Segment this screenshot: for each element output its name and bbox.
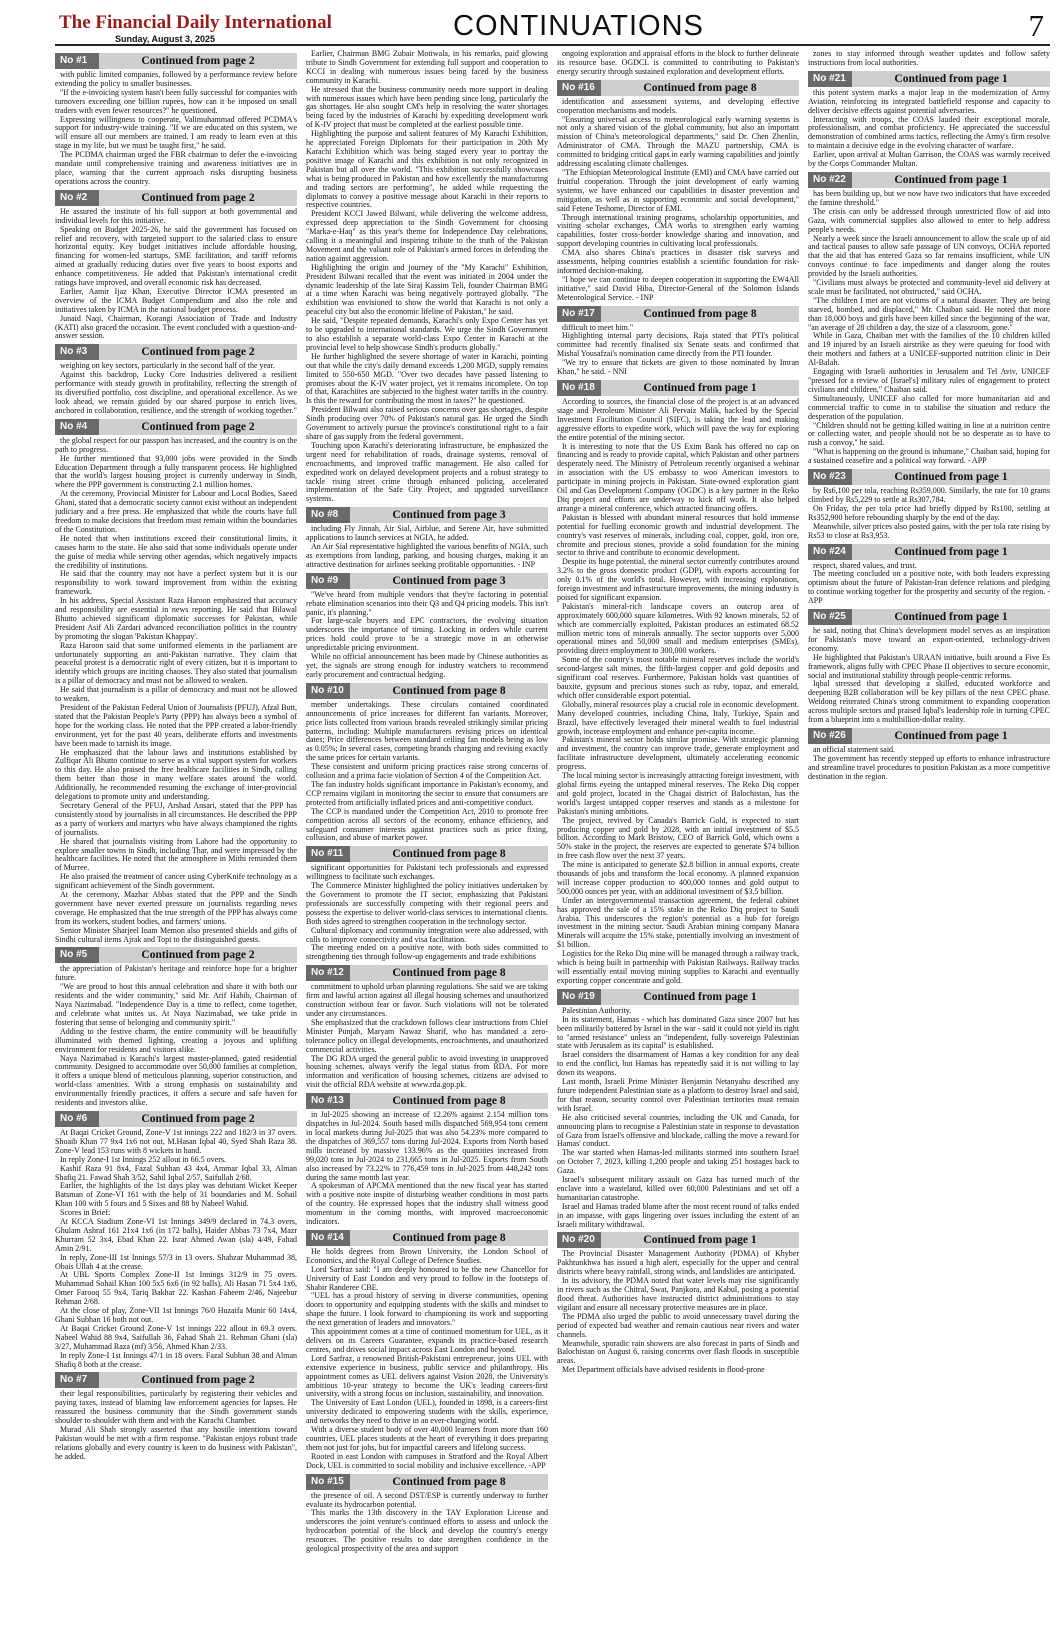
paragraph: Against this backdrop, Lucky Core Industries delivered a resilient performance with steady growth in profitability, reflecting the strength of its diversified portfolio, cost discipline, and operational excellence. As we look ahead, we remain guided by our shared purpose to enrich lives, anchored in collaboration, resilience, and the strength of working together." [55,370,297,415]
paragraph: He further mentioned that 93,000 jobs were provided in the Sindh Education Department through a fully transparent process. He highlighted that the world's largest housing project is currently underway in Sindh, where the PPP government is constructing 2.1 million homes. [55,453,297,490]
story-heading-bar [557,306,799,322]
paragraph: by Rs6,100 per tola, reaching Rs359,000. Similarly, the rate for 10 grams climbed by Rs5,229 to settle at Rs307,784. [808,486,1050,504]
continued-from-label: Continued from page 2 [141,191,255,204]
paragraph: Secretary General of the PFUJ, Arshad Ansari, stated that the PPP has consistently stood by journalists in all circumstances. He described the PPP as a party of workers and martyrs who have always championed the rights of journalists. [55,800,297,837]
paragraph: he said, noting that China's development model serves as an inspiration for Pakistan's move toward an export-oriented, technology-driven economy. [808,626,1050,653]
paragraph: While no official announcement has been made by Chinese authorities as yet, the signals are strong enough for industry watchers to recommend early procurement and contractual hedging. [306,652,548,679]
story-body [306,983,548,1090]
continued-from-label: Continued from page 2 [141,346,255,359]
story [306,1230,548,1471]
story [55,1372,297,1461]
paragraph: He said that the country may not have a perfect system but it is our responsibility to work toward improvement from within the existing framework. [55,569,297,597]
continued-from-label: Continued from page 8 [392,1475,506,1488]
story [808,71,1050,169]
paragraph: difficult to meet him." [562,322,634,332]
story-number-tag: No #8 [306,507,350,523]
story-body [306,591,548,680]
paragraph: Junaid Naqi, Chairman, Korangi Association of Trade and Industry (KATI) also graced the occasion. The event concluded with a question-and-answer session. [55,313,297,341]
story-heading-bar [808,609,1050,625]
story [306,1474,548,1554]
paragraph: zones to stay informed through weather updates and follow safety instructions from local authorities. [808,50,1050,67]
paragraph: Lord Sarfraz, a renowned British-Pakistani entrepreneur, joins UEL with extensive experience in business, public service and philanthropy. His appointment comes as UEL delivers against Vision 2028, the University's ambitious 10-year strategy to become the UK's leading careers-first university, with a strong focus on inclusion, sustainability, and innovation. [306,1353,548,1399]
story-heading-bar [557,80,799,96]
paragraph: Earlier, the highlights of the 1st days play was debutant Wicket Keeper Batsman of Zone-VI 161 with the help of 31 boundaries and M. Sohail Khan 100 with 5 fours and 5 Sixes and 88 by Nabeel Wahid. [55,1181,297,1209]
paragraph: this potent system marks a major leap in the modernization of Army Aviation, reinforcing its integrated battlefield response and capacity to deliver decisive effects against potential adversaries. [808,87,1050,115]
story-number-tag: No #2 [55,190,99,206]
story [55,190,297,342]
column-3 [557,50,799,1644]
paragraph: Kashif Raza 91 8x4, Fazal Subhan 43 4x4, Ammar Iqbal 33, Alman Shafiq 21. Fawad Shah 3/52, Sahil Iqbal 2/57, Saifullah 2/68. [55,1163,297,1182]
story-heading-bar [55,419,297,435]
story-heading-bar [808,469,1050,485]
story-number-tag: No #4 [55,419,99,435]
story [557,80,799,303]
story [808,728,1050,782]
story-body [55,71,297,187]
story [306,683,548,844]
paragraph: At KCCA Stadium Zone-VI 1st Innings 349/9 declared in 74.3 overs, Ghulam Ashraf 161 21x4 1x6 (in 172 balls), Haider Abbas 73 7x4, Mazr Khurram 52 3x4, Ebad Khan 22. Israr Ahmed Awan (sla) 4/49, Fahad Amin 2/91. [55,1217,297,1253]
paragraph: "UEL has a proud history of serving in diverse communities, opening doors to opportunity and equipping students with the skills and mindset to shape the future. I look forward to championing its work and supporting the next generation of leaders and innovators." [306,1291,548,1328]
story-body [306,1111,548,1227]
story-body [557,98,799,303]
section-title: CONTINUATIONS [453,10,704,42]
story [808,609,1050,725]
paragraph: With a diverse student body of over 40,000 learners from more than 160 countries, UEL places students at the heart of everything it does preparing them not just for jobs, but for impactful careers and lifelong success. [306,1425,548,1452]
paragraph: an official statement said. [813,745,896,754]
paragraph: Pakistan's mineral sector holds similar promise. With strategic planning and investment, the country can improve trade, generate employment and facilitate infrastructure development, ultimately accelerating economic progress. [557,735,799,772]
paragraph: In reply, Zone-III 1st Innings 57/3 in 13 overs. Shahzar Muhammad 38, Obais Ullah 4 at the crease. [55,1252,297,1271]
paragraph: At the ceremony, Provincial Minister for Labour and Local Bodies, Saeed Ghani, stated that a democratic society cannot exist without an independent judiciary and a free press. He emphasized that while the courts have full freedom to make decisions that freedom must remain within the boundaries of the Constitution. [55,489,297,534]
paragraph: For large-scale buyers and EPC contractors, the evolving situation underscores the importance of timing. Locking in orders while current prices hold could prove to be a strategic move in an otherwise unpredictable pricing environment. [306,616,548,653]
story-heading-bar [306,507,548,523]
paragraph: The crisis can only be addressed through unrestricted flow of aid into Gaza, with commercial supplies also allowed to enter to help address people's needs. [808,206,1050,234]
paragraph: On Friday, the per tola price had briefly dipped by Rs100, settling at Rs352,900 before rebounding sharply by the end of the day. [808,503,1050,522]
story-heading-bar [306,1474,548,1490]
paragraph: In its advisory, the PDMA noted that water levels may rise significantly in rivers such as the Chitral, Swat, Panjkora, and Kabul, posing a potential flood threat. Authorities have instructed district administrations to stay vigilant and ensure all necessary protective measures are in place. [557,1276,799,1312]
story-heading-bar [55,190,297,206]
paragraph: "We've heard from multiple vendors that they're factoring in potential rebate elimination scenarios into their Q3 and Q4 pricing models. This isn't panic, it's planning." [306,589,548,617]
continued-from-label: Continued from page 1 [643,382,757,394]
paragraph: Israel and Hamas traded blame after the most recent round of talks ended in an impasse, with gaps lingering over issues including the extent of an Israeli military withdrawal. [557,1201,799,1229]
paragraph: Naya Nazimabad is Karachi's largest master-planned, gated residential community. Designed to accommodate over 50,000 families at completion, it offers a unique blend of meticulous planning, superior construction, and world-class amenities. With a strong emphasis on sustainability and environmentally friendly practices, it offers a secure and safe haven for residents and investors alike. [55,1053,297,1108]
story [557,380,799,986]
story-body [306,525,548,570]
story-number-tag: No #12 [306,965,350,981]
paragraph: "Civilians must always be protected and community-level aid delivery at scale must be facilitated, not obstructed," said OCHA. [808,278,1050,296]
paragraph: Adding to the festive charm, the entire community will be beautifully illuminated with themed lighting, creating a joyous and uplifting environment for residents and visitors alike. [55,1026,297,1054]
paragraph: Scores in Brief: [60,1208,111,1218]
story-heading-bar [55,53,297,69]
continued-from-label: Continued from page 8 [392,1095,506,1108]
story-body [808,627,1050,725]
paragraph: the global respect for our passport has increased, and the country is on the path to progress. [55,435,297,454]
story [306,573,548,680]
story-body [557,50,799,77]
story [306,965,548,1090]
paragraph: At UBL Sports Complex Zone-II 1st Innings 312/9 in 75 overs. Muhammad Sohail Khan 100 5x5 6x6 (in 92 balls), Ali Hasan 71 5x4 1x6, Omer Farooq 55 9x4, Tariq Bakhar 22. Kashan Faheem 2/46, Najeebur Rehman 2/68. [55,1270,297,1307]
column-4 [808,50,1050,1644]
paragraph: Lord Sarfraz said: "I am deeply honoured to be the new Chancellor for University of East London and very proud to follow in the footsteps of Shabir Randeree CBE. [306,1264,548,1292]
masthead [55,8,1050,46]
continued-from-label: Continued from page 2 [141,420,255,433]
paragraph: Rooted in east London with campuses in Stratford and the Royal Albert Dock, UEL is committed to social mobility and inclusive excellence. -APP [306,1451,548,1470]
story-heading-bar [808,544,1050,560]
paragraph: Iqbal stressed that developing a skilled, educated workforce and deepening B2B collaboration will be key pillars of the next CPEC phase. Weidong reiterated China's strong commitment to expanding cooperation across multiple sectors and praised Iqbal's leadership role in turning CPEC from a blueprint into a multibillion-dollar reality. [808,679,1050,725]
paragraph: respect, shared values, and trust. [813,560,917,570]
story [557,50,799,77]
story [557,989,799,1230]
paragraph: The project, revived by Canada's Barrick Gold, is expected to start producing copper and gold by 2028, with an initial investment of $5.5 billion. According to Mark Bristow, CEO of Barrick Gold, which owns a 50% stake in the project, the reserves are expected to generate $74 billion in free cash flow over the next 37 years. [557,815,799,861]
paragraph: "We try to ensure that tickets are given to those nominated by Imran Khan," he said. - NNI [557,358,799,377]
paragraph: A spokesman of APCMA mentioned that the new fiscal year has started with a positive note inspite of disturbing weather conditions in most parts of the country. He expressed hopes that the industry shall witness good momentum in the coming months, with improved macroeconomic indicators. [306,1181,548,1227]
story-body [306,864,548,962]
paper-name: The Financial Daily International [59,12,332,33]
story-heading-bar [557,989,799,1005]
story-heading-bar [55,1111,297,1127]
paragraph: Through international training programs, scholarship opportunities, and visiting scholar exchanges, CMA works to strengthen early warning capabilities, foster cross-border knowledge sharing and innovation, and support developing countries in cultivating local professionals. [557,212,799,249]
paragraph: Met Department officials have advised residents in flood-prone [562,1365,765,1375]
paragraph: President of the Pakistan Federal Union of Journalists (PFUJ), Afzal Butt, stated that the Pakistan People's Party (PPP) has always been a symbol of hope for the working class. He noted that the PPP created a labor-friendly environment, yet for the past 40 years, deliberate efforts and investments have been made to tarnish its image. [55,703,297,748]
story-number-tag: No #7 [55,1372,99,1388]
paragraph: Touching upon Karachi's deteriorating infrastructure, he emphasized the urgent need for rehabilitation of roads, drainage systems, removal of encroachments, and improved traffic management. He also called for expedited work on delayed development projects and a robust strategy to tackle rising street crime through enhanced policing, accelerated implementation of the Safe City Project, and upgraded surveillance systems. [306,440,548,504]
paragraph: Palestinian Authority. [562,1005,632,1015]
story-heading-bar [808,71,1050,87]
story-heading-bar [557,380,799,396]
paragraph: Interacting with troops, the COAS lauded their exceptional morale, professionalism, and combat proficiency. He appreciated the successful demonstration of combined arms tactics, reflecting the Army's firm resolve to maintain a decisive edge in the evolving character of warfare. [808,114,1050,151]
story [808,544,1050,607]
continued-from-label: Continued from page 1 [894,72,1008,85]
column-2 [306,50,548,1644]
paragraph: In its statement, Hamas - which has dominated Gaza since 2007 but has been militarily battered by Israel in the war - said it could not yield its right to "armed resistance" unless an "independent, fully sovereign Palestinian state with Jerusalem as its capital" is established. [557,1014,799,1051]
paragraph: She emphasized that the crackdown follows clear instructions from Chief Minister Punjab, Maryam Nawaz Sharif, who has mandated a zero-tolerance policy on illegal developments, encroachments, and unauthorized commercial activities. [306,1017,548,1054]
paragraph: At the close of play, Zone-VII 1st Innings 76/0 Huzaifa Munir 60 14x4, Ghani Subhan 16 both not out. [55,1306,297,1324]
paragraph: significant opportunities for Pakistani tech professionals and expressed willingness to facilitate such exchanges. [306,863,548,882]
story-body [306,50,548,504]
story-heading-bar [306,846,548,862]
story-body [55,1129,297,1369]
paragraph: including Fly Jinnah, Air Sial, Airblue, and Serene Air, have submitted applications to launch services at NGIA, he added. [306,524,548,543]
story-number-tag: No #5 [55,947,99,963]
paragraph: Highlighting the purpose and salient features of My Karachi Exhibition, he appreciated Foreign Diplomats for their participation in 20th My Karachi Exhibition which was being staged every year to portray the positive image of Karachi and this exhibition is not only recognized in Pakistan but all over the world. "This exhibition successfully showcases what is being produced in Pakistan and how excellently the manufacturing and trading sectors are performing", he added while requesting the diplomats to convey a positive message about Karachi in their reports to respective countries. [306,129,548,210]
continued-from-label: Continued from page 3 [392,509,506,522]
continued-from-label: Continued from page 1 [894,611,1008,624]
continued-from-label: Continued from page 1 [894,730,1008,742]
continued-from-label: Continued from page 8 [643,81,757,94]
paragraph: The DG RDA urged the general public to avoid investing in unapproved housing schemes, always verify the legal status from RDA. For more information and verification of housing schemes, citizens are advised to visit the official RDA website at www.rda.gop.pk. [306,1053,548,1090]
paragraph: Meanwhile, silver prices also posted gains, with the per tola rate rising by Rs53 to close at Rs3,953. [808,521,1050,540]
story [306,50,548,504]
story [557,306,799,377]
paragraph: "The children I met are not victims of a natural disaster. They are being starved, bombed, and displaced," Mr. Chaiban said. He noted that more than 18,000 boys and girls have been killed since the beginning of the war, "an average of 28 children a day, the size of a classroom, gone." [808,295,1050,332]
paragraph: Highlighting internal party decisions, Raja stated that PTI's political committee had recently finalised six Senate seats and confirmed that Mishal Yousafzai's nomination came directly from the PTI founder. [557,331,799,359]
story-number-tag: No #16 [557,80,601,96]
story-number-tag: No #23 [808,469,852,485]
paragraph: commitment to uphold urban planning regulations. She said we are taking firm and lawful action against all illegal housing schemes and unauthorized construction without fear or favor. Such violations will not be tolerated under any circumstances. [306,982,548,1018]
paragraph: The CCP is mandated under the Competition Act, 2010 to promote free competition across all sectors of the economy, enhance efficiency, and safeguard consumer interests against practices such as price fixing, collusion, and abuse of market power. [306,806,548,843]
story [808,50,1050,68]
paragraph: "Ensuring universal access to meteorological early warning systems is not only a shared vision of the global community, but also an important mission of China's meteorological departments," said Dr. Chen Zhenlin, Administrator of CMA. Through the MAZU partnership, CMA is committed to bridging critical gaps in early warning capabilities and jointly addressing escalating climate challenges. [557,114,799,169]
continued-from-label: Continued from page 2 [141,55,255,67]
continued-from-label: Continued from page 1 [643,1234,757,1247]
paragraph: Cultural diplomacy and community integration were also addressed, with calls to improve connectivity and visa facilitation. [306,925,548,944]
paragraph: These consistent and uniform pricing practices raise strong concerns of collusion and a prima facie violation of Section 4 of the Competition Act. [306,762,548,781]
paragraph: with public limited companies, followed by a performance review before extending the policy to smaller businesses. [55,70,297,88]
paragraph: He further highlighted the severe shortage of water in Karachi, pointing out that while the city's daily demand exceeds 1,200 MGD, supply remains limited to 550-650 MGD. "Over two decades have passed listening to promises about the K-IV water project, yet it remains incomplete. On top of that, Karachiites are subjected to the highest water tariffs in the country. Is this the reward for contributing the most in taxes?" he questioned. [306,351,548,406]
story-body [306,1248,548,1471]
story-body [557,398,799,986]
story [808,469,1050,540]
article-columns [55,50,1050,1644]
story-body [55,362,297,415]
paragraph: "The Ethiopian Meteorological Institute (EMI) and CMA have carried out fruitful cooperation. Through the joint development of early warning systems, we have enhanced our capabilities in disaster prevention and mitigation, as well as in supporting economic and social development," said Fetene Teshome, Director of EMI. [557,167,799,213]
story [557,1232,799,1375]
story-body [55,437,297,945]
paragraph: In reply Zone-I 1st Innings 252 allout in 66.5 overs. [60,1154,226,1164]
story [55,53,297,187]
story-number-tag: No #14 [306,1230,350,1246]
paragraph: Murad Ali Shah strongly asserted that any hostile intentions toward Pakistan would be met with a firm response. "Pakistan enjoys robust trade relations globally and every country is keen to do business with Pakistan", he added. [55,1425,297,1461]
paragraph: He stressed that the business community needs more support in dealing with numerous issues which have been pending since long, particularly the gas shortages. He also sought CM's help in resolving the water shortages being faced by the industries of Karachi by expediting development work of K-IV project that must be completed at the earliest possible time. [306,84,548,130]
paragraph: He also praised the treatment of cancer using CyberKnife technology as a significant achievement of the Sindh government. [55,872,297,891]
story-heading-bar [55,1372,297,1388]
story-number-tag: No #25 [808,609,852,625]
story [55,419,297,945]
paragraph: Pakistan's mineral-rich landscape covers an outcrop area of approximately 600,000 square kilometres. With 92 known minerals, 52 of which are commercially exploited, Pakistan produces an estimated 68.52 million metric tons of minerals annually. The sector supports over 5,000 operational mines and 50,000 small and medium enterprises (SMEs), providing direct employment to 300,000 workers. [557,601,799,656]
paragraph: Meanwhile, sporadic rain showers are also forecast in parts of Sindh and Balochistan on August 6, raising concerns over flash floods in susceptible areas. [557,1338,799,1366]
paragraph: He assured the institute of his full support at both governmental and individual levels for this initiative. [55,206,297,225]
story-number-tag: No #6 [55,1111,99,1127]
paragraph: identification and assessment systems, and developing effective cooperation mechanisms and models. [557,96,799,115]
paragraph: has been building up, but we now have two indicators that have exceeded the famine threshold." [808,188,1050,207]
story-number-tag: No #13 [306,1093,350,1109]
story [306,846,548,962]
story-number-tag: No #21 [808,71,852,87]
paragraph: The PCDMA chairman urged the FBR chairman to defer the e-invoicing mandate until comprehensive training and awareness initiatives are in place, warning that the current approach risks disrupting business operations across the country. [55,150,297,186]
story-heading-bar [808,172,1050,188]
continued-from-label: Continued from page 8 [392,1231,506,1244]
paragraph: President KCCI Jawed Bilwani, while delivering the welcome address, expressed deep appreciation to the Sindh Government for choosing "Marka-e-Haq" as this year's theme for Independence Day celebrations, calling it a meaningful and inspiring tribute to the truth of the Pakistan Movement and the valiant role of Pakistan's armed forces in defending the nation against aggression. [306,209,548,263]
story [55,947,297,1108]
paragraph: An Air Sial representative highlighted the various benefits of NGIA, such as exemptions from landing, parking, and housing charges, making it an attractive destination for airlines seeking profitable opportunities. - INP [306,542,548,569]
continued-from-label: Continued from page 1 [894,471,1008,484]
paragraph: He also criticised several countries, including the UK and Canada, for announcing plans to recognise a Palestinian state in response to devastation of Gaza from Israel's offensive and blockade, calling the move a reward for Hamas' conduct. [557,1112,799,1149]
paragraph: their legal responsibilities, particularly by registering their vehicles and paying taxes, instead of blaming law enforcement agencies for lapses. He reassured the business community that the Sindh government stands shoulder to shoulder with them and with the Karachi Chamber. [55,1389,297,1426]
paragraph: The war started when Hamas-led militants stormed into southern Israel on October 7, 2023, killing 1,200 people and taking 251 hostages back to Gaza. [557,1148,799,1176]
paragraph: Some of the country's most notable mineral reserves include the world's second-largest salt mines, the fifth-largest copper and gold deposits and significant coal reserves. Furthermore, Pakistan holds vast quantities of bauxite, gypsum and precious stones such as ruby, topaz, and emerald, which offer considerable export potential. [557,655,799,700]
paragraph: The mine is anticipated to generate $2.8 billion in annual exports, create thousands of jobs and transform the local economy. A planned expansion will increase copper production to 400,000 tonnes and gold output to 500,000 ounces per year, with an additional investment of $3.5 billion. [557,860,799,896]
paragraph: weighing on key sectors, particularly in the second half of the year. [60,361,275,371]
story-heading-bar [306,1093,548,1109]
continued-from-label: Continued from page 2 [141,949,255,962]
continued-from-label: Continued from page 1 [894,173,1008,186]
paragraph: "If the e-invoicing system hasn't been fully successful for companies with turnovers exceeding one billion rupees, how can it be imposed on small traders with even fewer resources?" he questioned. [55,87,297,115]
paragraph: "What is happening on the ground is inhumane," Chaiban said, hoping for a sustained ceasefire and a political way forward. - APP [808,447,1050,466]
paragraph: Despite its huge potential, the mineral sector currently contributes around 3.2% to the gross domestic product (GDP), with exports accounting for only 0.1% of the world's total. However, with increasing exploration, foreign investment and infrastructure improvements, the mining industry is poised for significant expansion. [557,557,799,602]
page-number: 7 [1028,8,1044,43]
story-heading-bar [55,947,297,963]
story [306,1093,548,1227]
story-body [808,50,1050,68]
story [808,172,1050,466]
story-heading-bar [306,965,548,981]
story-body [557,1007,799,1230]
continued-from-label: Continued from page 1 [894,545,1008,558]
continued-from-label: Continued from page 1 [643,990,757,1003]
paragraph: the appreciation of Pakistan's heritage and reinforce hope for a brighter future. [55,964,297,983]
paragraph: President Bilwani also raised serious concerns over gas shortages, despite Sindh producing over 70% of Pakistan's natural gas. He urged the Sindh Government to actively pursue the province's constitutional right to a fair share of gas supply from the federal government. [306,405,548,441]
paragraph: Earlier, Chairman BMG Zubair Motiwala, in his remarks, paid glowing tribute to Sindh Government for extending full support and cooperation to KCCI in dealing with numerous issues being faced by the business community in Karachi. [306,50,548,85]
story-number-tag: No #17 [557,306,601,322]
paragraph: The University of East London (UEL), founded in 1898, is a careers-first university dedicated to empowering students with the skills, experience, and networks they need to thrive in an ever-changing world. [306,1398,548,1426]
story-number-tag: No #26 [808,728,852,744]
paragraph: Earlier, Aamir Ijaz Khan, Executive Director ICMA presented an overview of the ICMA Budget Compendium and also the role and initiatives taken by ICMA in the national budget process. [55,286,297,314]
paragraph: Israel's subsequent military assault on Gaza has turned much of the enclave into a wasteland, killed over 60,000 Palestinians and set off a humanitarian catastrophe. [557,1175,799,1202]
paragraph: the presence of oil. A second DST/ESP is currently underway to further evaluate its hydrocarbon potential. [306,1490,548,1509]
paragraph: Israel considers the disarmament of Hamas a key condition for any deal to end the conflict, but Hamas has repeatedly said it is not willing to lay down its weapons. [557,1050,799,1078]
paragraph: In reply Zone-I 1st Innings 47/1 in 18 overs. Fazal Subhan 38 and Alman Shafiq 8 both at the crease. [55,1350,297,1369]
paragraph: Raza Haroon said that some uniformed elements in the parliament are unfortunately supporting an anti-Pakistan narrative. They claim that peaceful protest is a democratic right of every citizen, but it is important to identify which groups are inciting chaoses. They also stated that journalism is a pillar of democracy and must not be allowed to weaken. [55,640,297,686]
continued-from-label: Continued from page 2 [141,1112,255,1125]
continued-from-label: Continued from page 8 [643,307,757,320]
story-body [557,1250,799,1375]
paragraph: At the ceremony, Mazhar Abbas stated that the PPP and the Sindh government have never exerted pressure on journalists regarding news coverage. He emphasized that the true strength of the PPP has always come from its workers, student bodies, and farmers' unions. [55,890,297,926]
paragraph: Under an intergovernmental transaction agreement, the federal cabinet has approved the sale of a 15% stake in the Reko Diq project to Saudi Arabia. This underscores the region's potential as a hub for foreign investment in the mining sector. Saudi Arabian mining company Manara Minerals will acquire the 15% stake, potentially involving an investment of $1 billion. [557,895,799,950]
paragraph: Nearly a week since the Israeli announcement to allow the scale up of aid and tactical pauses to allow safe passage of UN convoys, OCHA reported that the aid that has entered Gaza so far remains insufficient, while UN convoys continue to face impediments and danger along the routes provided by the Israeli authorities. [808,233,1050,279]
paragraph: The PDMA also urged the public to avoid unnecessary travel during the period of expected bad weather and remain cautious near rivers and water channels. [557,1311,799,1339]
column-1 [55,50,297,1644]
paragraph: Expressing willingness to cooperate, Valimuhammad offered PCDMA's support for industry-wide training. "If we are educated on this system, we will ensure all our members are trained. I am ready to learn even at this stage in my life, but we must be taught first," he said. [55,114,297,151]
continued-from-label: Continued from page 8 [392,967,506,980]
paragraph: It is interesting to note that the US Exim Bank has offered no cap on financing and is ready to provide capital, which Pakistan and other partners desperately need. The Ministry of Petroleum recently organised a webinar in association with the US embassy to woo American investors to participate in mining projects in Pakistan. State-owned exploration giant Oil and Gas Development Company (OGDC) is a key partner in the Reko Diq project and efforts are underway to kick off work. It also helped arrange a mineral conference, which attracted financing offers. [557,441,799,513]
paragraph: He holds degrees from Brown University, the London School of Economics, and the Royal College of Defence Studies. [306,1246,548,1265]
story-heading-bar [306,683,548,699]
paragraph: Senior Minister Sharjeel Inam Memon also presented shields and gifts of Sindhi cultural items Ajrak and Topi to the distinguished guests. [55,925,297,944]
story-number-tag: No #11 [306,846,350,862]
paragraph: Simultaneously, UNICEF also called for more humanitarian aid and commercial traffic to come in to stabilise the situation and reduce the desperation of the population. [808,393,1050,421]
paragraph: "We are proud to host this annual celebration and share it with both our residents and the wider community," said Mr. Arif Habib, Chairman of Naya Nazimabad. "Independence Day is a time to reflect, come together, and celebrate what unites us. At Naya Nazimabad, we take pride in fostering that sense of belonging and community spirit." [55,982,297,1027]
paragraph: In his address, Special Assistant Raza Haroon emphasized that accuracy and responsibility are essential in news reporting. He said that Bilawal Bhutto achieved significant diplomatic successes for Pakistan, while President Asif Ali Zardari advanced reconciliation politics in the country by promoting the slogan 'Pakistan Khappay'. [55,596,297,641]
paragraph: At Baqai Cricket Ground Zone-V 1st innings 222 allout in 69.3 overs. Nabeel Wahid 88 9x4, Saifullah 36, Fahad Shah 21. Rehman Ghani (sla) 3/27, Muhammad Raza (mf) 3/56, Ahmed Khan 2/33. [55,1323,297,1351]
paragraph: Highlighting the origin and journey of the "My Karachi" Exhibition, President Bilwani recalled that the event was initiated in 2004 under the dynamic leadership of the late Siraj Kassim Teli, founder Chairman BMG at a time when Karachi was being negatively portrayed globally. "The exhibition was envisioned to show the world that Karachi is not only a peaceful city but also the economic lifeline of Pakistan," he said. [306,262,548,317]
story-number-tag: No #18 [557,380,601,396]
paragraph: He said that journalism is a pillar of democracy and must not be allowed to weaken. [55,685,297,704]
paragraph: The meeting ended on a positive note, with both sides committed to strengthening ties through follow-up engagements and trade exhibitions [306,943,548,962]
continued-from-label: Continued from page 2 [141,1374,255,1387]
story-number-tag: No #24 [808,544,852,560]
continued-from-label: Continued from page 8 [392,684,506,697]
paragraph: ongoing exploration and appraisal efforts in the block to further delineate its resource base. OGDCL is committed to contributing to Pakistan's energy security through sustained exploration and development efforts. [557,50,799,76]
paragraph: He shared that journalists visiting from Lahore had the opportunity to explore smaller towns in Sindh, including Thar, and were impressed by the healthcare facilities. He noted that the atmosphere in Mithi reminded them of Murree. [55,836,297,873]
paragraph: member undertakings. These circulars contained coordinated announcements of price increases for different fan variants. Moreover, price lists collected from various brands revealed strikingly similar pricing patterns, including: Multiple manufacturers revising prices on identical dates; Price differences between standard ceiling fan models being as low as 0.05%; In several cases, competing brands charging and revising exactly the same prices for certain variants. [306,699,548,763]
paragraph: Pakistan is blessed with abundant mineral resources that hold immense potential for fuelling economic growth and industrial development. The country's vast reserves of minerals, including coal, copper, gold, iron ore, chromite and precious stones, provide a solid foundation for the mining sector to thrive and contribute to economic development. [557,512,799,558]
issue-date: Sunday, August 3, 2025 [115,34,216,44]
story-body [306,701,548,844]
story [306,507,548,570]
paragraph: CMA also shares China's practices in disaster risk surveys and assessments, helping countries establish a scientific foundation for risk-informed decision-making. [557,248,799,275]
paragraph: Last month, Israeli Prime Minister Benjamin Netanyahu described any future independent Palestinian state as a platform to destroy Israel and said, for that reason, security control over Palestinian territories must remain with Israel. [557,1077,799,1113]
paragraph: The Provincial Disaster Management Authority (PDMA) of Khyber Pakhtunkhwa has issued a high alert, especially for the upper and central districts where heavy rainfall, strong winds, and landslides are anticipated. [557,1249,799,1277]
story-number-tag: No #3 [55,344,99,360]
paragraph: This marks the 13th discovery in the TAY Exploration License and underscores the joint venture's continued efforts to assess and unlock the hydrocarbon potential of the block and develop the country's energy resources. The positive results to date strengthen confidence in the geological prospectivity of the area and support [306,1508,548,1554]
paragraph: He noted that when institutions exceed their constitutional limits, it causes harm to the state. He also said that some individuals operate under the guise of media while serving other agendas, which negatively impacts the credibility of institutions. [55,533,297,570]
story-number-tag: No #19 [557,989,601,1005]
paragraph: He emphasized that the labour laws and institutions established by Zulfiqar Ali Bhutto continue to serve as a vital support system for workers to this day. He also praised the free healthcare facilities in Sindh, calling them better than those in many welfare states around the world. Additionally, he recommended resuming the exchange of inter-provincial delegations to promote unity and understanding. [55,747,297,802]
paragraph: At Baqai Cricket Ground, Zone-V 1st innings 222 and 182/3 in 37 overs. Shoaib Khan 77 9x4 1x6 not out, M.Hasan Iqbal 40, Syed Shah Raza 38. Zone-V lead 153 runs with 8 wickets in hand. [55,1127,297,1155]
story-body [55,965,297,1108]
paragraph: The meeting concluded on a positive note, with both leaders expressing optimism about the future of Pakistan-Iran defence relations and pledging to continue working together for the prosperity and security of the region. - APP [808,569,1050,606]
paragraph: The local mining sector is increasingly attracting foreign investment, with global firms eyeing the untapped mineral reserves. The Reko Diq copper and gold project, located in the Chagai district of Balochistan, has the world's largest untapped copper reserves and stands as a milestone for Pakistan's mining ambitions. [557,771,799,816]
story-number-tag: No #20 [557,1232,601,1248]
paragraph: According to sources, the financial close of the project is at an advanced stage and Petroleum Minister Ali Pervaiz Malik, backed by the Special Investment Facilitation Council (SIFC), is taking the lead and making aggressive efforts to expedite work, which will pave the way for exploring the entire potential of the mining sector. [557,397,799,442]
paragraph: While in Gaza, Chaiban met with the families of the 10 children killed and 19 injured by an Israeli airstrike as they were queuing for food with their mothers and fathers at a UNICEF-supported nutrition clinic in Deir Al-Balah. [808,331,1050,368]
story-body [55,208,297,342]
paragraph: "I hope we can continue to deepen cooperation in supporting the EW4All initiative," said David Hiba, Director-General of the Solomon Islands Meteorological Service. - INP [557,274,799,302]
story-number-tag: No #15 [306,1474,350,1490]
paragraph: Logistics for the Reko Diq mine will be managed through a railway track, which is being built in partnership with Pakistan Railways. Railway tracks will essentially entail moving mining supplies to Karachi and eventually exporting copper concentrate and gold. [557,949,799,985]
story-number-tag: No #10 [306,683,350,699]
paragraph: Speaking on Budget 2025-26, he said the government has focused on relief and recovery, with targeted support to the salaried class to ensure horizontal equity. Key budget initiatives include affordable housing, financing for women-led startups, SME facilitation, and tariff reforms aimed at gradually reducing duties over five years to boost exports and enhance competitiveness. He added that Pakistan's international credit ratings have improved, and overall economic risk has decreased. [55,224,297,288]
story-number-tag: No #9 [306,573,350,589]
paragraph: "Children should not be getting killed waiting in line at a nutrition centre or collecting water, and people should not be so desperate as to have to rush a convoy," he said. [808,420,1050,448]
story [55,1111,297,1369]
paragraph: This appointment comes at a time of continued momentum for UEL, as it delivers on its Careers Guarantee, expands its practice-based research centres, and drives social impact across East London and beyond. [306,1327,548,1354]
story-body [808,746,1050,782]
continued-from-label: Continued from page 8 [392,848,506,861]
story-number-tag: No #22 [808,172,852,188]
story-heading-bar [808,728,1050,744]
story-body [808,487,1050,540]
paragraph: Globally, mineral resources play a crucial role in economic development. Many developed countries, including China, Italy, Turkiye, Spain and Brazil, have effectively leveraged their mineral wealth to fuel industrial growth, increase employment and enhance per-capita income. [557,699,799,736]
story-body [808,562,1050,607]
continued-from-label: Continued from page 3 [392,574,506,587]
paragraph: in Jul-2025 showing an increase of 12.26% against 2.154 million tons dispatches in Jul-2024. South based mills dispatched 569,954 tons cement in local markets during Jul-2025 that was also 54.23% more compared to the dispatches of 369,557 tons during Jul-2024. Exports from North based mills increased by massive 133.96% as the quantities increased from 99,020 tons in Jul-2024 to 231,665 tons in Jul-2025. Exports from South also increased by 73.22% to 776,459 tons in Jul-2025 from 448,242 tons during the same month last year. [306,1110,548,1182]
story-body [306,1492,548,1554]
paragraph: Earlier, upon arrival at Multan Garrison, the COAS was warmly received by the Corps Commander Multan. [808,150,1050,169]
story-body [55,1390,297,1461]
story-body [557,324,799,377]
story-heading-bar [557,1232,799,1248]
story-heading-bar [55,344,297,360]
story [55,344,297,415]
paragraph: He said, "Despite repeated demands, Karachi's only Expo Center has yet to be upgraded to international standards. We urge the Sindh Government to also establish a separate world-class Expo Center in Karachi at the provincial level to help showcase Sindh's products globally." [306,316,548,352]
paragraph: The government has recently stepped up efforts to enhance infrastructure and streamline travel procedures to position Pakistan as a more competitive destination in the region. [808,753,1050,781]
paragraph: The fan industry holds significant importance in Pakistan's economy, and CCP remains vigilant in monitoring the sector to ensure that consumers are protected from artificially inflated prices and anti-competitive conduct. [306,779,548,807]
paragraph: The Commerce Minister highlighted the policy initiatives undertaken by the Government to promote the IT sector, emphasizing that Pakistani professionals are successfully competing with their regional peers and possess the expertise to deliver world-class services to international clients. Both sides agreed to strengthen cooperation in the technology sector. [306,881,548,926]
story-heading-bar [306,573,548,589]
paragraph: He highlighted that Pakistan's URAAN initiative, built around a Five Es framework, aligns fully with CPEC Phase II objectives to secure economic, social and institutional stability through people-centric reforms. [808,652,1050,680]
story-heading-bar [306,1230,548,1246]
story-body [808,190,1050,466]
story-body [808,89,1050,169]
paragraph: Engaging with Israeli authorities in Jerusalem and Tel Aviv, UNICEF "pressed for a review of [Israel's] military rules of engagement to protect civilians and children," Chaiban said. [808,367,1050,394]
story-number-tag: No #1 [55,53,99,69]
